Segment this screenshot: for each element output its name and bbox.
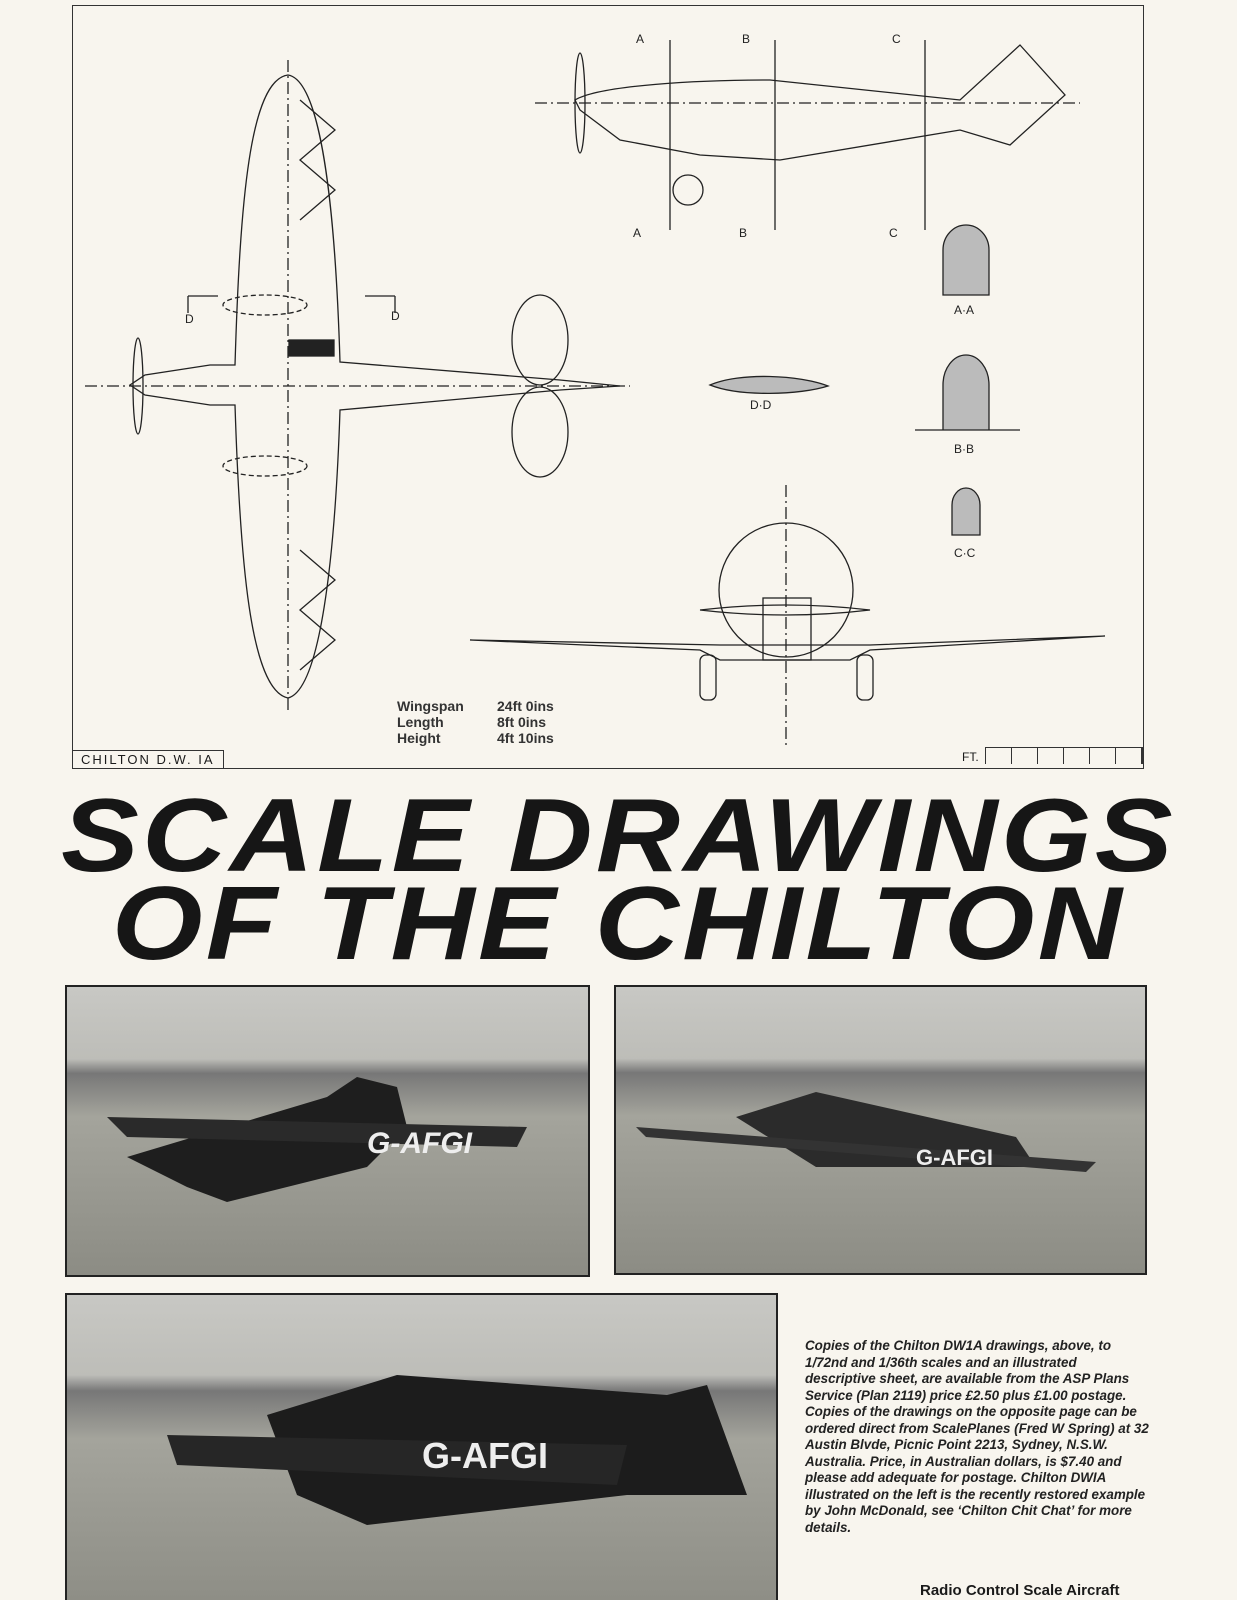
- headline-line-1: SCALE DRAWINGS: [61, 778, 1176, 894]
- scale-label: FT.: [962, 750, 979, 764]
- scale-bar: [985, 747, 1143, 764]
- magazine-footer: Radio Control Scale Aircraft: [920, 1582, 1120, 1599]
- section-label-a-bottom: A: [633, 226, 642, 240]
- photo-aircraft-front-quarter: [614, 985, 1147, 1275]
- section-label-a-top: A: [636, 32, 645, 46]
- section-label-b-bottom: B: [739, 226, 748, 240]
- section-label-b-top: B: [742, 32, 751, 46]
- plan-view: [85, 60, 630, 710]
- spec-value: 24ft 0ins: [497, 698, 554, 714]
- side-view: [535, 40, 1080, 230]
- drawing-title: CHILTON D.W. IA: [72, 750, 224, 769]
- spec-value: 4ft 10ins: [497, 730, 554, 746]
- photo-aircraft-rear-quarter: [65, 985, 590, 1277]
- section-label-aa: A·A: [954, 303, 975, 317]
- spec-label: Height: [397, 730, 441, 746]
- photo-registration: G-AFGI: [367, 1127, 472, 1160]
- headline-line-2: OF THE CHILTON: [111, 866, 1126, 982]
- section-label-c-top: C: [892, 32, 901, 46]
- section-label-dd: D·D: [750, 398, 772, 412]
- photo-registration: G-AFGI: [422, 1435, 548, 1476]
- aircraft-specs: [397, 698, 554, 746]
- section-label-c-bottom: C: [889, 226, 898, 240]
- spec-label: Wingspan: [397, 698, 464, 714]
- photo-caption: Copies of the Chilton DW1A drawings, above, to 1/72nd and 1/36th scales and an illustrated descriptive sheet, are available from the ASP Plans Service (Plan 2119) price £2.50 plus £1.00 postage. Copies of the drawings on the opposite page can be ordered direct from ScalePlanes (Fred W Spring) at 32 Austin Blvde, Picnic Point 2213, Sydney, N.S.W. Australia. Price, in Australian dollars, is $7.40 and please add adequate for postage. Chilton DWIA illustrated on the left is the recently restored example by John McDonald, see ‘Chilton Chit Chat’ for more details.: [805, 1338, 1149, 1535]
- spec-value: 8ft 0ins: [497, 714, 547, 730]
- spec-label: Length: [397, 714, 444, 730]
- aircraft-three-view-drawing: [0, 0, 1237, 780]
- section-label-d-right: D: [391, 309, 400, 323]
- section-label-d-left: D: [185, 312, 194, 326]
- front-view: [470, 485, 1105, 745]
- cross-sections: [710, 225, 1020, 535]
- photo-aircraft-side: [65, 1293, 778, 1600]
- section-label-bb: B·B: [954, 442, 975, 456]
- section-label-cc: C·C: [954, 546, 976, 560]
- photo-registration: G-AFGI: [916, 1145, 993, 1170]
